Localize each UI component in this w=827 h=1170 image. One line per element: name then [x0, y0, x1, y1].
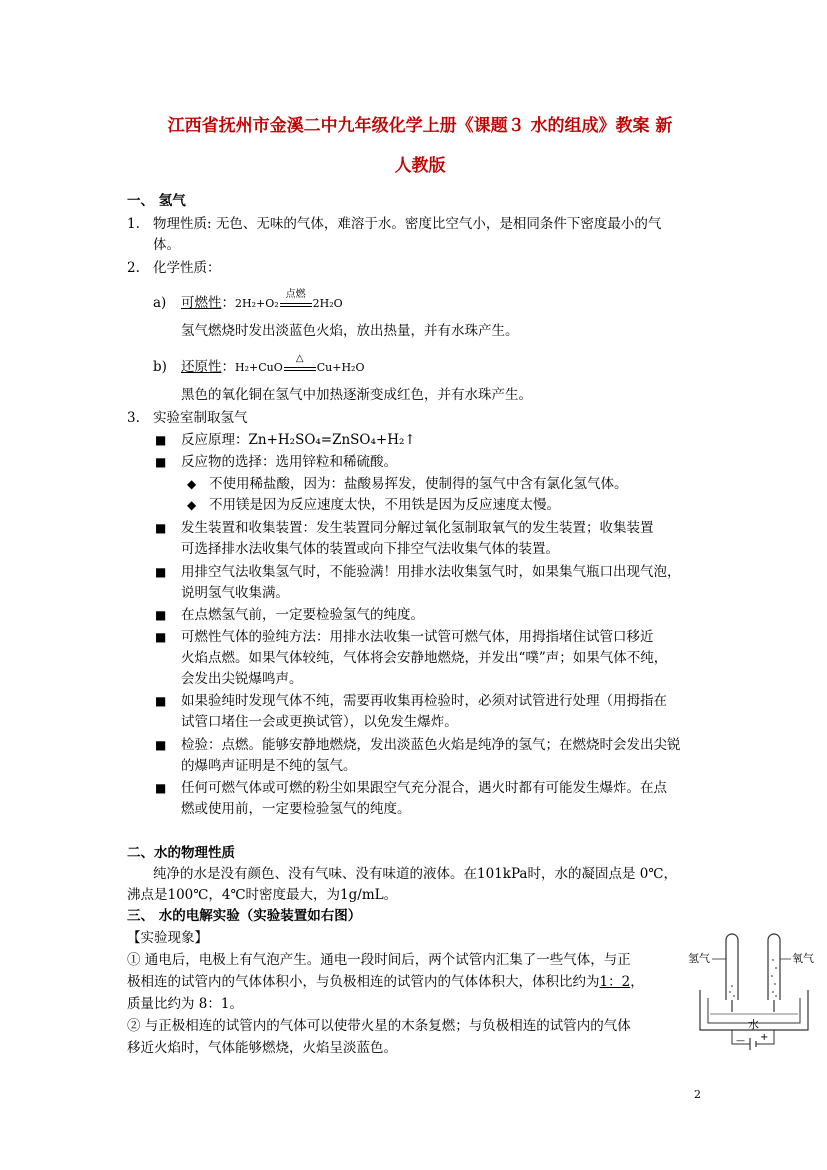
bullet-square-icon: ■ — [155, 738, 167, 752]
section2-line2: 沸点是100℃，4℃时密度最大，为1g/mL。 — [127, 887, 398, 903]
hydrogen-label: 氢气 — [688, 952, 710, 965]
bullet-check-purity: 在点燃氢气前，一定要检验氢气的纯度。 — [181, 607, 424, 623]
phenomenon2-line2: 移近火焰时，气体能够燃烧，火焰呈淡蓝色。 — [127, 1040, 397, 1056]
document-title-line1: 江西省抚州市金溪二中九年级化学上册《课题３ 水的组成》教案 新 — [167, 116, 673, 136]
item2a-condition: 点燃 — [285, 288, 306, 300]
document-title-line2: 人教版 — [394, 156, 446, 176]
oxygen-label: 氧气 — [792, 952, 814, 965]
section1-heading: 一、 氢气 — [127, 193, 186, 209]
page-number: 2 — [694, 1088, 701, 1101]
phenomenon1-line2-comma: ， — [630, 974, 644, 990]
item2a-reaction-arrow — [279, 288, 313, 314]
item3-text: 实验室制取氢气 — [153, 410, 248, 426]
item2a-rhs: 2H₂O — [312, 297, 343, 310]
electrolysis-diagram — [688, 930, 827, 1070]
item1-line2: 体。 — [153, 237, 180, 253]
item2b-colon: ： — [221, 359, 235, 375]
bullet-collect-line2: 说明氢气收集满。 — [181, 585, 289, 601]
item2b-label: b) — [153, 359, 167, 375]
bullet-explosion-line1: 任何可燃气体或可燃的粉尘如果跟空气充分混合，遇火时都有可能发生爆炸。在点 — [181, 780, 667, 796]
item1-line1: 物理性质: 无色、无味的气体，难溶于水。密度比空气小，是相同条件下密度最小的气 — [153, 216, 662, 232]
item2b-rhs: Cu+H₂O — [316, 361, 365, 374]
item2b-formula-line — [181, 352, 365, 378]
plus-sign: + — [760, 1032, 769, 1043]
sub-bullet-hcl: 不使用稀盐酸，因为：盐酸易挥发，使制得的氢气中含有氯化氢气体。 — [209, 476, 628, 492]
bullet-purity-method-line1: 可燃性气体的验纯方法：用排水法收集一试管可燃气体，用拇指堵住试管口移近 — [181, 629, 654, 645]
item2b-desc: 黑色的氧化铜在氢气中加热逐渐变成红色，并有水珠产生。 — [181, 387, 532, 403]
bullet-impure-line2: 试管口堵住一会或更换试管），以免发生爆炸。 — [181, 714, 458, 730]
phenomenon1-line2-text: 极相连的试管内的气体体积小，与负极相连的试管内的气体体积大，体积比约为 — [127, 974, 600, 990]
phenomenon2-line1: ② 与正极相连的试管内的气体可以使带火星的木条复燃；与负极相连的试管内的气体 — [127, 1018, 631, 1034]
bullet-impure-line1: 如果验纯时发现气体不纯，需要再收集再检验时，必须对试管进行处理（用拇指在 — [181, 693, 667, 709]
item2a-desc: 氢气燃烧时发出淡蓝色火焰，放出热量，并有水珠产生。 — [181, 323, 519, 339]
bullet-apparatus-line1: 发生装置和收集装置：发生装置同分解过氧化氢制取氧气的发生装置；收集装置 — [181, 520, 654, 536]
phenomena-label: 【实验现象】 — [127, 930, 208, 946]
item1-number: 1. — [127, 216, 140, 232]
item2-text: 化学性质： — [153, 260, 221, 276]
bullet-collect-line1: 用排空气法收集氢气时，不能验满！用排水法收集氢气时，如果集气瓶口出现气泡， — [181, 564, 681, 580]
item2b-condition: △ — [295, 352, 304, 364]
item3-number: 3. — [127, 410, 140, 426]
bullet-square-icon: ■ — [155, 694, 167, 708]
bullet-square-icon: ■ — [155, 781, 167, 795]
bullet-explosion-line2: 燃或使用前，一定要检验氢气的纯度。 — [181, 801, 411, 817]
bullet-reactant-choice: 反应物的选择：选用锌粒和稀硫酸。 — [181, 454, 397, 470]
bullet-square-icon: ■ — [155, 565, 167, 579]
volume-ratio: 1：2 — [599, 974, 631, 990]
bullet-test-line1: 检验：点燃。能够安静地燃烧，发出淡蓝色火焰是纯净的氢气；在燃烧时会发出尖锐 — [181, 737, 681, 753]
section2-heading: 二、水的物理性质 — [127, 845, 235, 861]
phenomenon1-line2 — [127, 972, 644, 992]
bullet-purity-method-line3: 会发出尖锐爆鸣声。 — [181, 671, 303, 687]
bullet-square-icon: ■ — [155, 630, 167, 644]
bullet-test-line2: 的爆鸣声证明是不纯的氢气。 — [181, 758, 357, 774]
bullet-square-icon: ■ — [155, 433, 167, 447]
sub-bullet-mg-fe: 不用镁是因为反应速度太快，不用铁是因为反应速度太慢。 — [209, 497, 560, 513]
diamond-bullet-icon: ◆ — [187, 498, 197, 512]
section2-line1: 纯净的水是没有颜色、没有气味、没有味道的液体。在101kPa时，水的凝固点是 0℃， — [153, 866, 677, 882]
bullet-apparatus-line2: 可选择排水法收集气体的装置或向下排空气法收集气体的装置。 — [181, 541, 559, 557]
item2a-lhs: 2H₂+O₂ — [235, 297, 279, 310]
diamond-bullet-icon: ◆ — [187, 477, 197, 491]
bullet-purity-method-line2: 火焰点燃。如果气体较纯，气体将会安静地燃烧，并发出“噗”声；如果气体不纯， — [181, 650, 668, 666]
item2b-name: 还原性 — [181, 359, 222, 375]
bullet-reaction-principle: 反应原理：Zn+H₂SO₄=ZnSO₄+H₂↑ — [181, 432, 416, 448]
item2b-reaction-arrow — [283, 352, 317, 378]
item2a-colon: ： — [221, 295, 235, 311]
item2-number: 2. — [127, 260, 140, 276]
item2b-lhs: H₂+CuO — [235, 361, 283, 374]
item2a-formula-line — [181, 288, 343, 314]
section3-heading: 三、 水的电解实验（实验装置如右图） — [127, 908, 362, 924]
item2a-name: 可燃性 — [181, 295, 222, 311]
bullet-square-icon: ■ — [155, 608, 167, 622]
water-label: 水 — [748, 1018, 759, 1031]
phenomenon1-line3: 质量比约为 8：1。 — [127, 996, 243, 1012]
phenomenon1-line1: ① 通电后，电极上有气泡产生。通电一段时间后，两个试管内汇集了一些气体，与正 — [127, 952, 631, 968]
bullet-square-icon: ■ — [155, 455, 167, 469]
bullet-square-icon: ■ — [155, 521, 167, 535]
item2a-label: a) — [153, 295, 167, 311]
minus-sign: — — [736, 1036, 745, 1046]
